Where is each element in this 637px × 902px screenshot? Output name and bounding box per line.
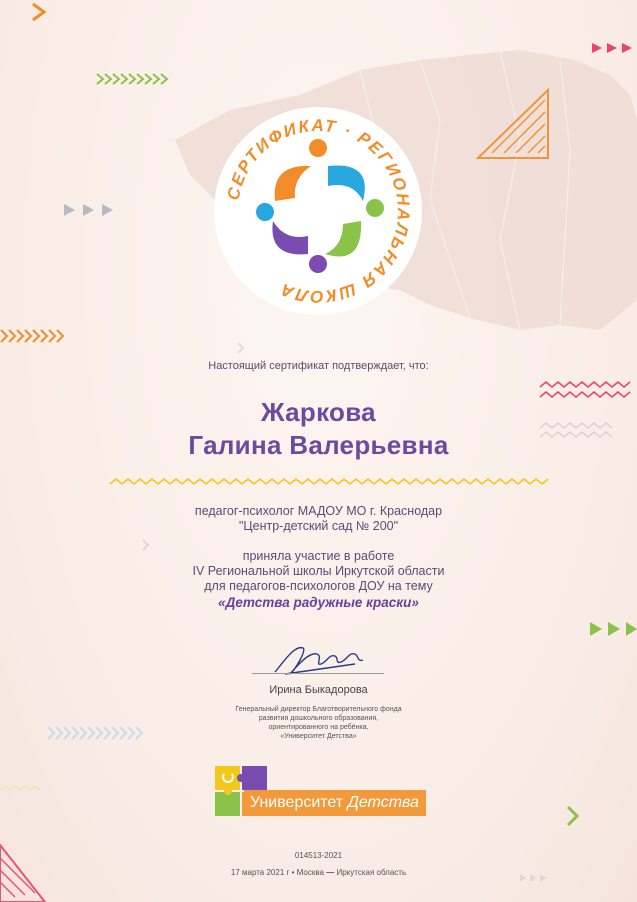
grey-triangle-row	[64, 204, 113, 216]
signer-position-line1: Генеральный директор Благотворительного фонда	[235, 706, 402, 713]
event-topic: «Детства радужные краски»	[218, 595, 419, 610]
university-logo-text	[244, 790, 426, 816]
certificate-intro: Настоящий сертификат подтверждает, что:	[208, 360, 429, 372]
green-chevron-bottom	[568, 807, 577, 825]
logo-text-regular: Университет	[250, 794, 348, 811]
signer-name: Ирина Быкадорова	[269, 684, 368, 696]
signer-position-line4: «Университет Детства»	[280, 733, 357, 740]
pink-zigzag-1	[540, 382, 630, 387]
signer-position-line3: ориентированного на ребёнка,	[268, 724, 369, 731]
signature-image	[265, 640, 385, 680]
orange-chevron-row	[1, 330, 63, 342]
pink-triangle-row	[592, 43, 632, 53]
regional-school-seal	[213, 106, 423, 316]
footer-place-date	[0, 868, 637, 877]
recipient-role-line2: "Центр-детский сад № 200"	[238, 519, 399, 533]
certificate-date: 17 марта 2021 г	[230, 868, 290, 877]
city-from: Москва	[296, 868, 324, 877]
green-triangle-row	[590, 622, 637, 636]
recipient-surname: Жаркова	[261, 397, 376, 427]
logo-text-italic: Детства	[347, 794, 419, 811]
signature-line	[252, 673, 384, 674]
signer-position-line2: развития дошкольного образования,	[258, 715, 379, 722]
participation-line3: для педагогов-психологов ДОУ на тему	[204, 579, 433, 593]
dot-separator: •	[291, 868, 297, 877]
participation-line2: IV Региональной школы Иркутской области	[192, 564, 445, 578]
green-chevron-row	[97, 74, 167, 84]
city-separator: —	[326, 868, 335, 877]
participation-line1: приняла участие в работе	[242, 549, 395, 563]
recipient-given-names: Галина Валерьевна	[188, 430, 449, 460]
seal-ring-text: СЕРТИФИКАТ · РЕГИОНАЛЬНАЯ ШКОЛА	[223, 115, 414, 307]
orange-chevron-top	[33, 4, 44, 20]
certificate-number: 014513-2021	[294, 851, 343, 860]
city-to: Иркутская область	[336, 868, 407, 877]
yellow-zigzag-divider	[110, 479, 548, 484]
recipient-role-line1: педагог-психолог МАДОУ МО г. Краснодар	[194, 504, 443, 518]
